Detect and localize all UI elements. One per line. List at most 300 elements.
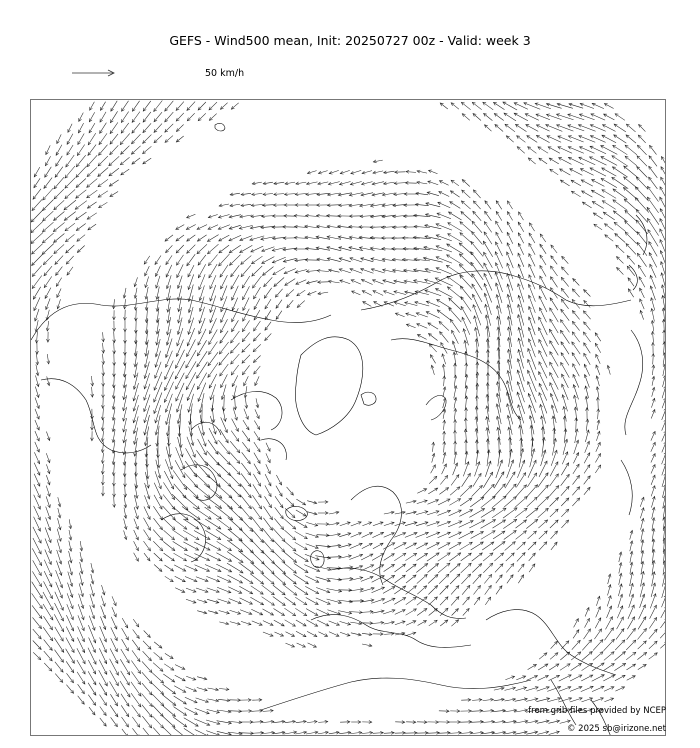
wind-vector	[144, 631, 151, 638]
wind-vector	[428, 586, 437, 595]
wind-vector	[143, 641, 151, 649]
wind-vector-head	[516, 124, 519, 127]
wind-vector	[438, 532, 451, 537]
wind-vector	[406, 597, 416, 604]
wind-vector	[54, 244, 64, 253]
wind-vector-head	[578, 663, 581, 666]
wind-vector	[45, 156, 50, 165]
wind-vector	[275, 289, 282, 297]
wind-vector	[111, 101, 117, 111]
wind-vector	[447, 255, 464, 265]
wind-vector	[122, 618, 128, 628]
wind-vector	[230, 464, 240, 475]
wind-vector	[209, 428, 217, 444]
wind-vector	[156, 415, 160, 435]
wind-vector	[54, 234, 65, 243]
wind-vector-head	[538, 147, 541, 150]
wind-vector	[493, 531, 505, 539]
wind-vector	[660, 219, 666, 236]
wind-vector	[220, 103, 227, 110]
wind-vector	[550, 298, 558, 310]
wind-vector-head	[527, 136, 530, 139]
wind-vector	[494, 553, 503, 561]
wind-vector	[550, 319, 558, 333]
wind-vector-head	[271, 602, 274, 605]
wind-vector	[508, 415, 512, 434]
wind-vector	[242, 365, 249, 374]
wind-vector	[373, 733, 384, 734]
wind-vector	[88, 145, 96, 156]
wind-vector	[186, 225, 195, 230]
wind-vector	[438, 563, 450, 573]
wind-vector	[507, 212, 512, 221]
wind-vector	[77, 672, 85, 684]
wind-vector	[265, 474, 271, 486]
wind-vector-head	[592, 202, 595, 205]
wind-vector	[165, 136, 173, 143]
wind-vector	[208, 225, 218, 229]
wind-vector	[252, 507, 261, 520]
wind-vector	[198, 113, 206, 120]
wind-vector	[55, 592, 63, 611]
wind-vector	[561, 474, 570, 485]
wind-vector	[660, 229, 666, 247]
wind-vector-head	[647, 218, 650, 221]
wind-vector-head	[93, 702, 96, 705]
wind-vector-head	[88, 142, 91, 145]
wind-vector	[142, 694, 153, 707]
wind-vector-head	[292, 613, 295, 616]
wind-vector	[471, 542, 484, 550]
wind-vector	[572, 342, 580, 354]
wind-vector	[100, 123, 107, 134]
wind-vector	[89, 123, 95, 133]
wind-vector	[505, 542, 516, 551]
wind-vector	[485, 211, 492, 221]
wind-vector	[638, 629, 647, 640]
wind-vector-head	[613, 145, 616, 148]
wind-vector-head	[170, 656, 173, 659]
wind-vector	[78, 134, 84, 145]
wind-vector	[34, 178, 40, 187]
wind-vector	[604, 687, 614, 691]
wind-vector	[637, 652, 646, 659]
wind-vector	[625, 210, 637, 221]
wind-vector	[174, 696, 187, 704]
wind-vector	[31, 210, 43, 222]
wind-vector	[516, 124, 527, 131]
wind-vector	[518, 359, 525, 382]
wind-vector	[538, 520, 547, 528]
wind-vector	[152, 694, 163, 706]
wind-vector	[220, 331, 228, 343]
wind-vector	[154, 382, 162, 402]
wind-vector	[461, 212, 471, 221]
wind-vector	[154, 652, 163, 659]
wind-vector	[254, 453, 260, 464]
wind-vector	[572, 311, 579, 320]
wind-vector	[451, 620, 458, 626]
wind-vector	[34, 484, 40, 498]
wind-vector-head	[664, 408, 666, 411]
wind-vector-head	[304, 547, 307, 550]
wind-vector	[440, 597, 448, 605]
wind-vector	[449, 553, 460, 561]
wind-vector	[508, 327, 511, 347]
wind-vector	[438, 543, 450, 549]
wind-vector	[196, 450, 207, 465]
wind-vector	[561, 320, 570, 333]
wind-vector-head	[259, 506, 262, 509]
wind-vector	[111, 617, 117, 629]
wind-vector-head	[71, 669, 74, 672]
wind-vector	[265, 299, 271, 309]
wind-vector	[527, 136, 537, 143]
wind-vector	[448, 234, 463, 243]
wind-vector	[508, 305, 512, 326]
wind-vector	[583, 332, 590, 342]
wind-vector	[582, 652, 593, 661]
wind-vector	[231, 265, 240, 276]
wind-vector	[649, 618, 656, 629]
wind-vector	[426, 312, 440, 319]
wind-vector	[242, 332, 249, 341]
wind-vector	[232, 298, 237, 311]
wind-vector	[154, 372, 162, 390]
wind-vector	[111, 717, 118, 726]
wind-vector-head	[492, 509, 495, 512]
wind-vector	[541, 450, 546, 466]
wind-vector	[197, 362, 208, 379]
wind-vector	[144, 394, 150, 411]
wind-vector	[132, 717, 139, 727]
wind-vector	[517, 553, 525, 562]
wind-vector	[251, 246, 263, 252]
wind-vector	[295, 608, 306, 615]
wind-vector-head	[665, 618, 666, 621]
wind-vector	[65, 189, 75, 198]
wind-vector	[406, 543, 417, 549]
wind-vector	[584, 629, 591, 639]
wind-vector	[220, 265, 228, 277]
wind-vector	[296, 499, 305, 505]
wind-vector	[539, 372, 548, 391]
wind-vector	[254, 287, 261, 299]
wind-vector	[90, 102, 95, 110]
wind-vector	[135, 484, 137, 499]
wind-vector-head	[220, 274, 223, 277]
wind-vector	[228, 711, 241, 712]
wind-vector	[539, 328, 548, 347]
wind-vector	[660, 630, 666, 638]
wind-vector	[165, 361, 174, 380]
wind-vector	[56, 156, 63, 166]
wind-vector	[231, 365, 238, 375]
wind-vector	[165, 101, 174, 111]
wind-vector-head	[127, 694, 130, 697]
wind-vector	[296, 510, 306, 516]
wind-vector	[561, 309, 569, 320]
wind-vector	[550, 383, 558, 402]
wind-vector	[175, 675, 185, 681]
wind-vector	[561, 641, 569, 649]
wind-vector	[176, 350, 185, 368]
wind-vector	[406, 609, 417, 615]
wind-vector-head	[589, 663, 592, 666]
wind-vector	[518, 350, 523, 369]
wind-vector	[450, 564, 460, 573]
wind-vector-head	[504, 113, 507, 116]
wind-vector	[662, 431, 666, 442]
wind-vector	[429, 476, 437, 483]
wind-vector	[539, 158, 547, 164]
wind-vector	[473, 190, 480, 198]
wind-vector	[473, 294, 482, 313]
wind-vector	[662, 273, 667, 291]
wind-vector-head	[228, 548, 231, 551]
wind-vector	[142, 661, 152, 672]
wind-vector	[56, 570, 63, 588]
wind-vector	[273, 267, 285, 274]
wind-vector	[175, 665, 185, 670]
wind-vector	[110, 122, 118, 133]
wind-vector-head	[111, 108, 114, 111]
wind-vector	[506, 564, 514, 573]
wind-vector	[626, 244, 636, 255]
wind-vector-head	[242, 328, 245, 331]
wind-vector	[254, 442, 260, 452]
wind-vector	[462, 190, 471, 198]
wind-vector	[529, 254, 535, 267]
wind-vector	[164, 664, 174, 670]
wind-vector	[584, 301, 590, 308]
wind-vector-head	[450, 202, 453, 205]
wind-vector-head	[170, 579, 173, 582]
wind-vector-head	[611, 664, 614, 667]
wind-vector-head	[494, 102, 497, 105]
wind-vector	[405, 553, 416, 560]
wind-vector	[273, 551, 285, 563]
wind-vector-head	[87, 205, 90, 208]
wind-vector-head	[576, 464, 579, 467]
wind-vector-head	[304, 592, 307, 595]
wind-vector	[142, 716, 151, 728]
wind-vector	[103, 364, 104, 375]
wind-vector	[483, 563, 492, 573]
wind-vector	[506, 136, 513, 142]
wind-vector	[517, 460, 524, 478]
wind-vector	[508, 349, 511, 368]
wind-vector	[33, 641, 41, 650]
wind-vector	[439, 488, 448, 495]
wind-vector	[253, 484, 261, 497]
wind-vector	[307, 631, 317, 636]
wind-vector	[594, 629, 601, 639]
wind-vector-head	[434, 620, 437, 623]
wind-vector	[219, 254, 230, 266]
wind-vector	[133, 630, 140, 639]
wind-vector	[550, 474, 559, 486]
wind-vector	[111, 627, 117, 640]
wind-vector	[560, 664, 570, 671]
map-panel	[30, 99, 666, 736]
wind-vector	[527, 497, 537, 507]
wind-vector-head	[614, 124, 617, 127]
wind-vector	[615, 114, 625, 121]
wind-vector	[98, 156, 108, 166]
wind-vector	[526, 508, 538, 518]
wind-vector-head	[197, 364, 200, 367]
wind-vector	[507, 460, 514, 478]
wind-vector	[54, 177, 64, 189]
wind-vector-head	[160, 735, 163, 736]
wind-vector-head	[285, 283, 288, 286]
wind-vector	[592, 202, 603, 209]
wind-vector	[449, 532, 462, 538]
wind-vector	[528, 460, 536, 478]
wind-vector	[100, 718, 106, 726]
wind-vector	[65, 178, 75, 188]
wind-vector	[187, 254, 195, 266]
wind-vector	[53, 222, 64, 231]
wind-vector	[560, 180, 569, 186]
wind-vector	[436, 289, 453, 298]
wind-vector	[483, 102, 493, 110]
wind-vector	[78, 696, 85, 704]
wind-vector	[34, 506, 41, 520]
wind-vector	[176, 383, 184, 401]
wind-vector	[428, 488, 437, 494]
wind-vector-head	[155, 261, 158, 264]
wind-vector	[540, 255, 546, 265]
wind-vector	[647, 218, 658, 235]
wind-vector	[144, 518, 151, 531]
wind-vector	[43, 592, 53, 610]
wind-vector	[516, 520, 527, 528]
wind-vector	[436, 257, 452, 263]
wind-vector	[253, 333, 260, 341]
wind-vector	[274, 278, 284, 287]
wind-vector	[394, 183, 406, 184]
wind-vector	[134, 541, 139, 550]
wind-vector	[187, 245, 196, 254]
wind-vector	[143, 158, 151, 164]
wind-vector	[626, 640, 636, 650]
wind-vector	[449, 733, 461, 734]
wind-vector	[461, 563, 471, 573]
wind-vector	[439, 574, 449, 584]
wind-vector-head	[612, 156, 615, 159]
coastline-east-asia	[621, 330, 643, 515]
wind-vector	[186, 372, 196, 389]
wind-vector	[372, 565, 383, 572]
wind-vector	[296, 631, 306, 636]
wind-vector	[143, 123, 151, 132]
wind-vector-head	[561, 342, 564, 345]
wind-vector	[499, 437, 500, 457]
wind-vector	[142, 672, 152, 684]
wind-vector	[122, 717, 129, 727]
wind-vector	[143, 112, 151, 122]
wind-vector	[649, 166, 658, 178]
wind-vector	[574, 619, 579, 628]
wind-vector	[76, 167, 86, 178]
wind-vector	[284, 563, 297, 573]
wind-vector	[550, 462, 558, 476]
wind-vector	[317, 535, 329, 536]
wind-vector	[494, 102, 505, 109]
wind-vector	[31, 232, 43, 243]
wind-vector	[33, 617, 42, 628]
wind-vector	[174, 565, 186, 571]
wind-vector	[592, 675, 605, 682]
wind-vector-head	[484, 222, 487, 225]
wind-vector	[570, 169, 583, 176]
wind-vector	[472, 284, 482, 302]
wind-vector	[44, 581, 53, 598]
wind-vector	[273, 528, 285, 541]
wind-vector	[473, 305, 481, 326]
wind-vector	[296, 620, 306, 626]
wind-vector	[65, 166, 75, 178]
wind-vector	[144, 530, 151, 541]
wind-vector	[253, 356, 260, 363]
wind-vector	[495, 272, 502, 292]
wind-vector	[198, 255, 206, 265]
wind-vector	[110, 145, 119, 154]
wind-vector	[636, 177, 647, 189]
wind-vector	[450, 202, 461, 209]
wind-vector	[362, 543, 372, 548]
wind-vector	[174, 686, 186, 693]
wind-vector	[519, 212, 524, 220]
wind-vector	[497, 404, 501, 424]
wind-vector	[142, 683, 152, 695]
wind-vector	[539, 339, 547, 356]
wind-vector	[428, 564, 439, 573]
coastline-greenland	[295, 337, 362, 435]
wind-vector	[550, 509, 558, 517]
wind-vector-head	[403, 553, 406, 556]
wind-vector	[175, 588, 185, 593]
wind-vector	[284, 541, 296, 551]
wind-vector	[209, 114, 216, 121]
wind-vector-head	[529, 223, 532, 226]
wind-vector-head	[450, 191, 453, 194]
wind-vector	[562, 384, 568, 400]
wind-vector	[573, 279, 580, 286]
wind-vector	[284, 608, 295, 616]
wind-vector	[110, 111, 117, 122]
wind-vector-head	[664, 463, 666, 466]
wind-vector	[450, 487, 460, 495]
wind-vector	[274, 609, 285, 616]
wind-vector	[295, 531, 308, 538]
wind-vector	[67, 145, 73, 155]
wind-vector-head	[499, 586, 502, 589]
wind-vector	[504, 497, 517, 508]
wind-vector	[276, 475, 281, 485]
wind-vector	[660, 642, 666, 649]
wind-vector	[121, 112, 128, 123]
wind-vector	[628, 278, 634, 286]
wind-vector	[472, 553, 483, 561]
wind-vector	[145, 266, 150, 276]
wind-vector	[615, 675, 625, 680]
wind-vector	[571, 663, 582, 670]
wind-vector	[583, 311, 590, 319]
wind-vector-head	[507, 201, 510, 204]
